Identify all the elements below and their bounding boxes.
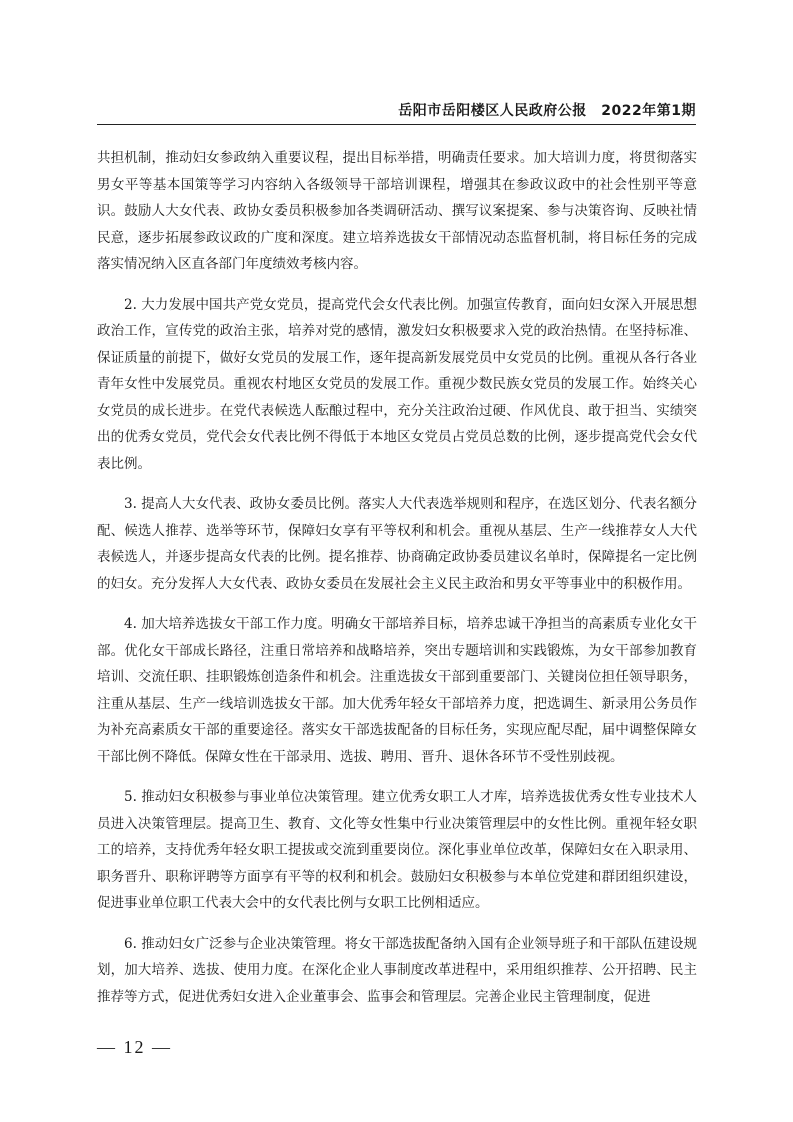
paragraph-item-6: 6. 推动妇女广泛参与企业决策管理。将女干部选拔配备纳入国有企业领导班子和干部队伍建设规划，加大培养、选拔、使用力度。在深化企业人事制度改革进程中，采用组织推荐、公开招聘、民主推荐等方式，促进优秀妇女进入企业董事会、监事会和管理层。完善企业民主管理制度，促进: [97, 935, 697, 1005]
page-number: — 12 —: [97, 1037, 172, 1057]
document-body: [97, 145, 697, 1024]
paragraph-item-4: 4. 加大培养选拔女干部工作力度。明确女干部培养目标，培养忠诚干净担当的高素质专业化女干部。优化女干部成长路径，注重日常培养和战略培养，突出专题培训和实践锻炼，为女干部参加教育培训、交流任职、挂职锻炼创造条件和机会。注重选拔女干部到重要部门、关键岗位担任领导职务，注重从基层、生产一线培训选拔女干部。加大优秀年轻女干部培养力度，把选调生、新录用公务员作为补充高素质女干部的重要途径。落实女干部选拔配备的目标任务，实现应配尽配，届中调整保障女干部比例不降低。保障女性在干部录用、选拔、聘用、晋升、退休各环节不受性别歧视。: [97, 616, 697, 765]
paragraph-item-2: 2. 大力发展中国共产党女党员，提高党代会女代表比例。加强宣传教育，面向妇女深入开展思想政治工作，宣传党的政治主张，培养对党的感情，激发妇女积极要求入党的政治热情。在坚持标准、保证质量的前提下，做好女党员的发展工作，逐年提高新发展党员中女党员的比例。重视从各行各业青年女性中发展党员。重视农村地区女党员的发展工作。重视少数民族女党员的发展工作。始终关心女党员的成长进步。在党代表候选人酝酿过程中，充分关注政治过硬、作风优良、敢于担当、实绩突出的优秀女党员，党代会女代表比例不得低于本地区女党员占党员总数的比例，逐步提高党代会女代表比例。: [97, 296, 697, 472]
header-title: 岳阳市岳阳楼区人民政府公报 2022年第1期: [398, 103, 696, 119]
paragraph-continuation: 共担机制，推动妇女参政纳入重要议程，提出目标举措，明确责任要求。加大培训力度，将贯彻落实男女平等基本国策等学习内容纳入各级领导干部培训课程，增强其在参政议政中的社会性别平等意识。鼓励人大女代表、政协女委员积极参加各类调研活动、撰写议案提案、参与决策咨询、反映社情民意，逐步拓展参政议政的广度和深度。建立培养选拔女干部情况动态监督机制，将目标任务的完成落实情况纳入区直各部门年度绩效考核内容。: [97, 150, 697, 272]
paragraph-item-3: 3. 提高人大女代表、政协女委员比例。落实人大代表选举规则和程序，在选区划分、代表名额分配、候选人推荐、选举等环节，保障妇女享有平等权利和机会。重视从基层、生产一线推荐女人大代表候选人，并逐步提高女代表的比例。提名推荐、协商确定政协委员建议名单时，保障提名一定比例的妇女。充分发挥人大女代表、政协女委员在发展社会主义民主政治和男女平等事业中的积极作用。: [97, 496, 697, 592]
page-header: [97, 100, 696, 125]
paragraph-item-5: 5. 推动妇女积极参与事业单位决策管理。建立优秀女职工人才库，培养选拔优秀女性专业技术人员进入决策管理层。提高卫生、教育、文化等女性集中行业决策管理层中的女性比例。重视年轻女职工的培养，支持优秀年轻女职工提拔或交流到重要岗位。深化事业单位改革，保障妇女在入职录用、职务晋升、职称评聘等方面享有平等的权利和机会。鼓励妇女积极参与本单位党建和群团组织建设，促进事业单位职工代表大会中的女代表比例与女职工比例相适应。: [97, 789, 697, 911]
